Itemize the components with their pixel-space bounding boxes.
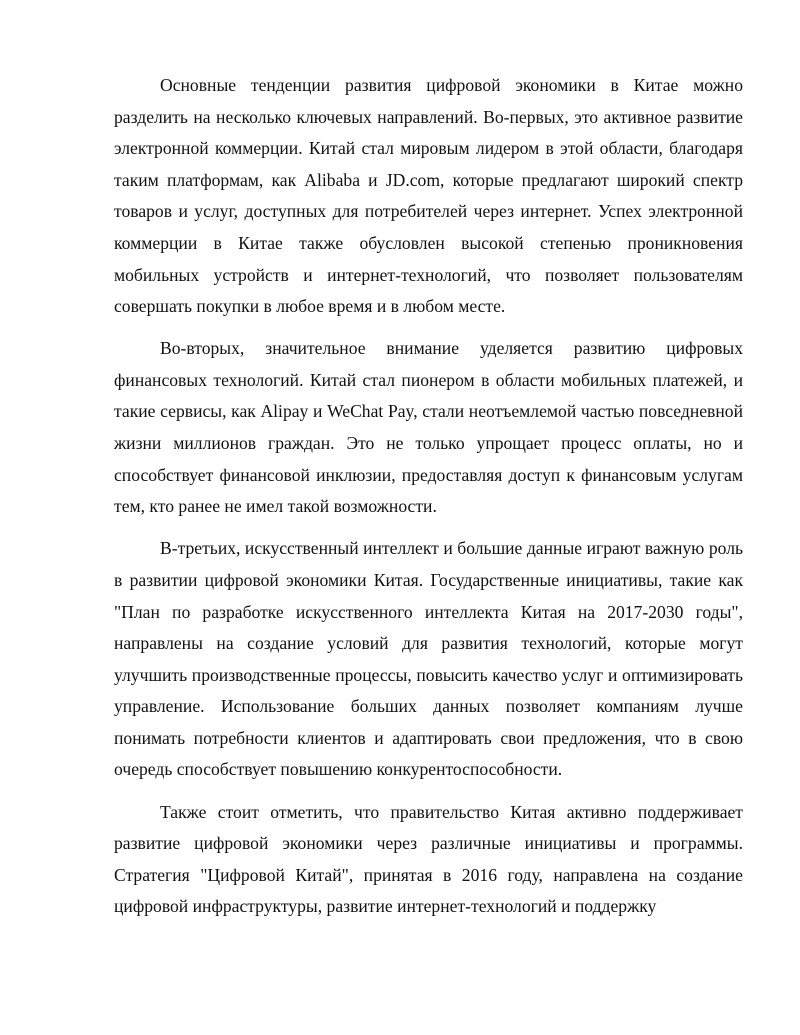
paragraph-ai-big-data: В-третьих, искусственный интеллект и большие данные играют важную роль в развитии цифровой экономики Китая. Государственные инициативы, такие как "План по разработке искусственного интеллекта Китая на 2017-2030 годы", направлены на создание условий для развития технологий, которые могут улучшить производственные процессы, повысить качество услуг и оптимизировать управление. Использование больших данных позволяет компаниям лучше понимать потребности клиентов и адаптировать свои предложения, что в свою очередь способствует повышению конкурентоспособности. — [114, 538, 743, 780]
paragraph-government-support: Также стоит отметить, что правительство Китая активно поддерживает развитие цифровой экономики через различные инициативы и программы. Стратегия "Цифровой Китай", принятая в 2016 году, направлена на создание цифровой инфраструктуры, развитие интернет-технологий и поддержку — [114, 801, 743, 917]
paragraph-ecommerce: Основные тенденции развития цифровой экономики в Китае можно разделить на несколько ключевых направлений. Во-первых, это активное развитие электронной коммерции. Китай стал мировым лидером в этой области, благодаря таким платформам, как Alibaba и JD.com, которые предлагают широкий спектр товаров и услуг, доступных для потребителей через интернет. Успех электронной коммерции в Китае также обусловлен высокой степенью проникновения мобильных устройств и интернет-технологий, что позволяет пользователям совершать покупки в любое время и в любом месте. — [114, 75, 743, 317]
document-body — [114, 70, 743, 933]
paragraph-fintech: Во-вторых, значительное внимание уделяется развитию цифровых финансовых технологий. Китай стал пионером в области мобильных платежей, и такие сервисы, как Alipay и WeChat Pay, стали неотъемлемой частью повседневной жизни миллионов граждан. Это не только упрощает процесс оплаты, но и способствует финансовой инклюзии, предоставляя доступ к финансовым услугам тем, кто ранее не имел такой возможности. — [114, 338, 743, 517]
